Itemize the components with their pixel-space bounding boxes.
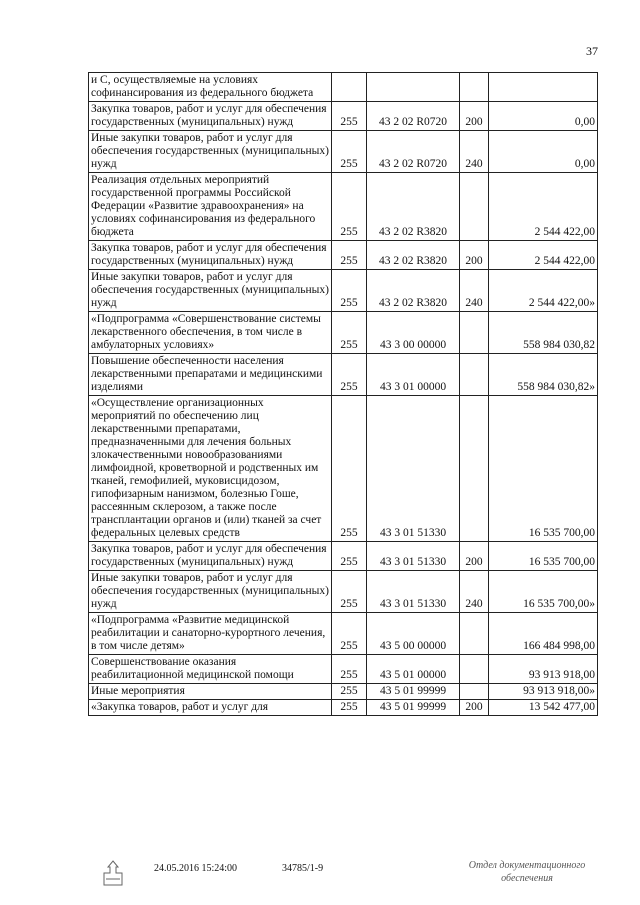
- table-row: [89, 73, 598, 102]
- row-name: Закупка товаров, работ и услуг для обеспечения государственных (муниципальных) нужд: [89, 102, 332, 131]
- row-org-code: 255: [332, 270, 367, 312]
- row-org-code: 255: [332, 571, 367, 613]
- row-amount: 16 535 700,00: [489, 396, 598, 542]
- footer: [0, 855, 640, 905]
- row-name: и С, осуществляемые на условиях софинансирования из федерального бюджета: [89, 73, 332, 102]
- row-class-code: 43 5 01 00000: [367, 655, 460, 684]
- row-amount: 2 544 422,00: [489, 241, 598, 270]
- row-org-code: 255: [332, 684, 367, 700]
- row-expense-type: 200: [460, 700, 489, 716]
- row-class-code: 43 2 02 R3820: [367, 270, 460, 312]
- row-name: Закупка товаров, работ и услуг для обеспечения государственных (муниципальных) нужд: [89, 542, 332, 571]
- table-row: [89, 700, 598, 716]
- row-amount: 558 984 030,82: [489, 312, 598, 354]
- table-row: [89, 102, 598, 131]
- footer-date: 24.05.2016 15:24:00: [154, 863, 238, 874]
- row-class-code: 43 2 02 R0720: [367, 131, 460, 173]
- row-org-code: 255: [332, 312, 367, 354]
- table-row: [89, 684, 598, 700]
- footer-doc-number: 34785/1-9: [282, 863, 324, 874]
- row-class-code: 43 5 00 00000: [367, 613, 460, 655]
- row-expense-type: 200: [460, 241, 489, 270]
- row-name: «Подпрограмма «Совершенствование системы лекарственного обеспечения, в том числе в амбулаторных условиях»: [89, 312, 332, 354]
- row-class-code: [367, 73, 460, 102]
- row-class-code: 43 3 00 00000: [367, 312, 460, 354]
- row-expense-type: [460, 312, 489, 354]
- row-class-code: 43 5 01 99999: [367, 700, 460, 716]
- row-expense-type: [460, 684, 489, 700]
- row-expense-type: [460, 173, 489, 241]
- table-row: [89, 354, 598, 396]
- row-amount: 16 535 700,00: [489, 542, 598, 571]
- row-name: «Осуществление организационных мероприятий по обеспечению лиц лекарственными препаратами, предназначенными для лечения больных злокачественными новообразованиями лимфоидной, кроветворной и родственных им тканей, гемофилией, муковисцидозом, гипофизарным нанизмом, болезнью Гоше, рассеянным склерозом, а также после трансплантации органов и (или) тканей за счет федеральных целевых средств: [89, 396, 332, 542]
- row-name: «Закупка товаров, работ и услуг для: [89, 700, 332, 716]
- row-expense-type: 240: [460, 571, 489, 613]
- row-expense-type: [460, 73, 489, 102]
- row-expense-type: [460, 354, 489, 396]
- row-amount: 166 484 998,00: [489, 613, 598, 655]
- row-expense-type: [460, 396, 489, 542]
- row-name: Иные закупки товаров, работ и услуг для обеспечения государственных (муниципальных) нужд: [89, 131, 332, 173]
- row-amount: 93 913 918,00»: [489, 684, 598, 700]
- emblem-icon: [98, 859, 128, 889]
- row-expense-type: 240: [460, 131, 489, 173]
- table-row: [89, 131, 598, 173]
- row-org-code: 255: [332, 354, 367, 396]
- row-amount: 0,00: [489, 102, 598, 131]
- table-row: [89, 312, 598, 354]
- table-row: [89, 396, 598, 542]
- table-row: [89, 655, 598, 684]
- row-org-code: 255: [332, 655, 367, 684]
- row-org-code: [332, 73, 367, 102]
- table-row: [89, 542, 598, 571]
- row-name: Повышение обеспеченности населения лекарственными препаратами и медицинскими изделиями: [89, 354, 332, 396]
- row-class-code: 43 3 01 51330: [367, 396, 460, 542]
- page-number: 37: [586, 44, 598, 58]
- row-expense-type: [460, 655, 489, 684]
- row-expense-type: 200: [460, 102, 489, 131]
- table-row: [89, 613, 598, 655]
- row-amount: 16 535 700,00»: [489, 571, 598, 613]
- row-org-code: 255: [332, 613, 367, 655]
- row-expense-type: 240: [460, 270, 489, 312]
- table-row: [89, 571, 598, 613]
- row-org-code: 255: [332, 173, 367, 241]
- footer-department: Отдел документационного обеспечения: [468, 860, 586, 884]
- row-name: Реализация отдельных мероприятий государственной программы Российской Федерации «Развитие здравоохранения» на условиях софинансирования из федерального бюджета: [89, 173, 332, 241]
- row-name: Иные мероприятия: [89, 684, 332, 700]
- row-amount: 2 544 422,00: [489, 173, 598, 241]
- row-org-code: 255: [332, 700, 367, 716]
- row-class-code: 43 3 01 00000: [367, 354, 460, 396]
- row-class-code: 43 5 01 99999: [367, 684, 460, 700]
- budget-table: [88, 72, 598, 716]
- row-amount: 558 984 030,82»: [489, 354, 598, 396]
- row-amount: [489, 73, 598, 102]
- table-row: [89, 270, 598, 312]
- row-name: «Подпрограмма «Развитие медицинской реабилитации и санаторно-курортного лечения, в том числе детям»: [89, 613, 332, 655]
- table-row: [89, 241, 598, 270]
- row-name: Закупка товаров, работ и услуг для обеспечения государственных (муниципальных) нужд: [89, 241, 332, 270]
- row-class-code: 43 3 01 51330: [367, 571, 460, 613]
- row-class-code: 43 2 02 R3820: [367, 241, 460, 270]
- row-class-code: 43 2 02 R3820: [367, 173, 460, 241]
- row-class-code: 43 3 01 51330: [367, 542, 460, 571]
- row-org-code: 255: [332, 396, 367, 542]
- table-row: [89, 173, 598, 241]
- row-amount: 13 542 477,00: [489, 700, 598, 716]
- row-amount: 2 544 422,00»: [489, 270, 598, 312]
- row-org-code: 255: [332, 542, 367, 571]
- row-amount: 0,00: [489, 131, 598, 173]
- row-org-code: 255: [332, 102, 367, 131]
- row-org-code: 255: [332, 241, 367, 270]
- row-expense-type: [460, 613, 489, 655]
- row-class-code: 43 2 02 R0720: [367, 102, 460, 131]
- row-org-code: 255: [332, 131, 367, 173]
- row-name: Иные закупки товаров, работ и услуг для обеспечения государственных (муниципальных) нужд: [89, 270, 332, 312]
- row-expense-type: 200: [460, 542, 489, 571]
- row-name: Совершенствование оказания реабилитационной медицинской помощи: [89, 655, 332, 684]
- row-amount: 93 913 918,00: [489, 655, 598, 684]
- row-name: Иные закупки товаров, работ и услуг для обеспечения государственных (муниципальных) нужд: [89, 571, 332, 613]
